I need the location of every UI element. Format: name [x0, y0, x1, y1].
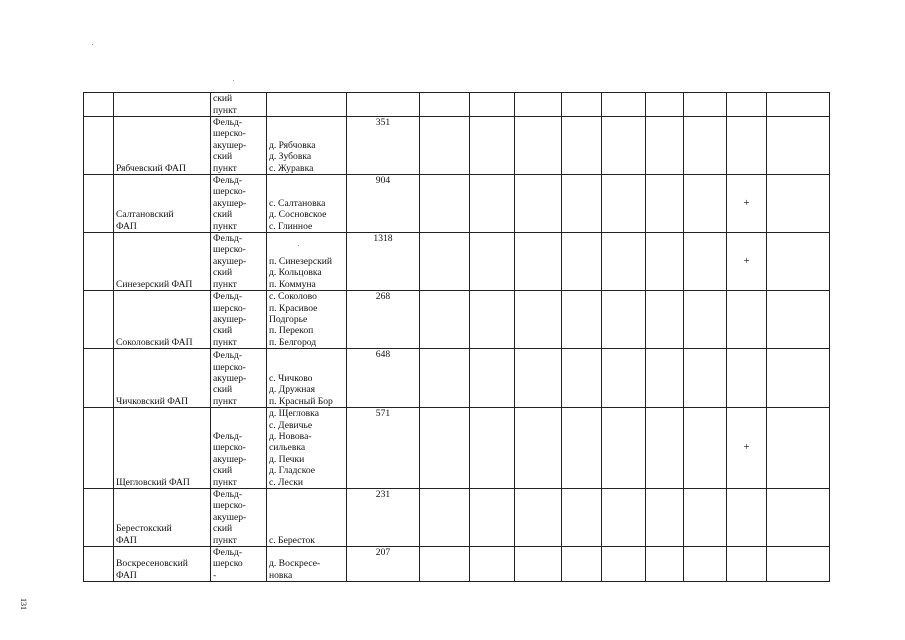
empty-cell	[562, 291, 602, 349]
empty-cell	[515, 175, 562, 233]
empty-cell	[470, 291, 515, 349]
scan-speck	[233, 80, 234, 81]
population-cell: 231	[347, 488, 420, 546]
table-row	[84, 349, 830, 408]
table-row	[84, 408, 830, 489]
empty-cell	[602, 488, 646, 546]
settlements-cell: д. Щегловка с. Девичье д. Новова- сильевка д. Печки д. Гладское с. Лески	[267, 408, 347, 489]
table-row	[84, 93, 830, 117]
empty-cell	[470, 547, 515, 582]
facility-type-cell: ский пункт	[211, 93, 267, 117]
number-cell	[84, 233, 114, 291]
settlements-cell	[267, 93, 347, 117]
facility-type-cell: Фельд- шерско- акушер- ский пункт	[211, 291, 267, 349]
empty-cell	[684, 233, 727, 291]
mark-cell	[727, 349, 767, 408]
empty-cell	[767, 93, 830, 117]
empty-cell	[470, 408, 515, 489]
population-cell: 648	[347, 349, 420, 408]
empty-cell	[420, 93, 470, 117]
empty-cell	[646, 547, 684, 582]
empty-cell	[562, 547, 602, 582]
number-cell	[84, 547, 114, 582]
mark-cell	[727, 291, 767, 349]
empty-cell	[562, 117, 602, 175]
mark-cell	[727, 488, 767, 546]
fap-name-cell: Берестокский ФАП	[114, 488, 211, 546]
empty-cell	[515, 408, 562, 489]
settlements-cell: д. Воскресе- новка	[267, 547, 347, 582]
empty-cell	[420, 488, 470, 546]
mark-cell: +	[727, 233, 767, 291]
number-cell	[84, 93, 114, 117]
number-cell	[84, 349, 114, 408]
fap-name-cell	[114, 93, 211, 117]
population-cell: 207	[347, 547, 420, 582]
empty-cell	[684, 408, 727, 489]
settlements-cell: д. Рябчовка д. Зубовка с. Журавка	[267, 117, 347, 175]
mark-cell: +	[727, 175, 767, 233]
table-row	[84, 233, 830, 291]
empty-cell	[470, 349, 515, 408]
empty-cell	[684, 488, 727, 546]
empty-cell	[646, 408, 684, 489]
fap-name-cell: Салтановский ФАП	[114, 175, 211, 233]
empty-cell	[646, 349, 684, 408]
empty-cell	[515, 547, 562, 582]
population-cell	[347, 93, 420, 117]
population-cell: 571	[347, 408, 420, 489]
facility-type-cell: Фельд- шерско- акушер- ский пункт	[211, 175, 267, 233]
empty-cell	[767, 175, 830, 233]
population-cell: 351	[347, 117, 420, 175]
empty-cell	[562, 408, 602, 489]
empty-cell	[562, 233, 602, 291]
table-row	[84, 175, 830, 233]
facility-type-cell: Фельд- шерско- акушер- ский пункт	[211, 233, 267, 291]
facility-type-cell: Фельд- шерско- акушер- ский пункт	[211, 488, 267, 546]
empty-cell	[646, 117, 684, 175]
empty-cell	[515, 233, 562, 291]
number-cell	[84, 117, 114, 175]
empty-cell	[684, 117, 727, 175]
empty-cell	[646, 488, 684, 546]
empty-cell	[646, 233, 684, 291]
empty-cell	[646, 291, 684, 349]
population-cell: 268	[347, 291, 420, 349]
empty-cell	[602, 547, 646, 582]
population-cell: 904	[347, 175, 420, 233]
empty-cell	[602, 175, 646, 233]
empty-cell	[470, 488, 515, 546]
settlements-cell: с. Бересток	[267, 488, 347, 546]
empty-cell	[515, 488, 562, 546]
empty-cell	[602, 408, 646, 489]
empty-cell	[602, 233, 646, 291]
table-row	[84, 291, 830, 349]
mark-cell	[727, 117, 767, 175]
number-cell	[84, 488, 114, 546]
mark-cell	[727, 547, 767, 582]
empty-cell	[515, 93, 562, 117]
empty-cell	[562, 93, 602, 117]
table-row	[84, 547, 830, 582]
empty-cell	[684, 349, 727, 408]
empty-cell	[420, 117, 470, 175]
empty-cell	[684, 291, 727, 349]
empty-cell	[470, 117, 515, 175]
empty-cell	[767, 408, 830, 489]
empty-cell	[767, 349, 830, 408]
fap-table	[83, 92, 830, 582]
empty-cell	[767, 233, 830, 291]
empty-cell	[515, 117, 562, 175]
number-cell	[84, 408, 114, 489]
settlements-cell: с. Чичково д. Дружная п. Красный Бор	[267, 349, 347, 408]
empty-cell	[767, 547, 830, 582]
empty-cell	[646, 175, 684, 233]
empty-cell	[602, 93, 646, 117]
mark-cell	[727, 93, 767, 117]
empty-cell	[470, 175, 515, 233]
empty-cell	[602, 349, 646, 408]
table-row	[84, 117, 830, 175]
empty-cell	[515, 349, 562, 408]
settlements-cell: п. Синезерский д. Кольцовка п. Коммуна	[267, 233, 347, 291]
fap-name-cell: Воскресеновский ФАП	[114, 547, 211, 582]
facility-type-cell: Фельд- шерско- акушер- ский пункт	[211, 408, 267, 489]
empty-cell	[562, 349, 602, 408]
empty-cell	[602, 291, 646, 349]
empty-cell	[684, 175, 727, 233]
empty-cell	[420, 175, 470, 233]
empty-cell	[470, 233, 515, 291]
table-row	[84, 488, 830, 546]
empty-cell	[420, 233, 470, 291]
empty-cell	[562, 488, 602, 546]
fap-name-cell: Щегловский ФАП	[114, 408, 211, 489]
facility-type-cell: Фельд- шерско -	[211, 547, 267, 582]
empty-cell	[420, 291, 470, 349]
fap-name-cell: Рябчевский ФАП	[114, 117, 211, 175]
number-cell	[84, 175, 114, 233]
empty-cell	[767, 291, 830, 349]
empty-cell	[684, 547, 727, 582]
empty-cell	[767, 117, 830, 175]
scan-speck	[92, 44, 93, 45]
number-cell	[84, 291, 114, 349]
population-cell: 1318	[347, 233, 420, 291]
empty-cell	[470, 93, 515, 117]
mark-cell: +	[727, 408, 767, 489]
empty-cell	[646, 93, 684, 117]
fap-name-cell: Чичковский ФАП	[114, 349, 211, 408]
fap-name-cell: Синезерский ФАП	[114, 233, 211, 291]
settlements-cell: с. Салтановка д. Сосновское с. Глинное	[267, 175, 347, 233]
empty-cell	[420, 349, 470, 408]
empty-cell	[420, 547, 470, 582]
facility-type-cell: Фельд- шерско- акушер- ский пункт	[211, 349, 267, 408]
empty-cell	[684, 93, 727, 117]
empty-cell	[562, 175, 602, 233]
facility-type-cell: Фельд- шерско- акушер- ский пункт	[211, 117, 267, 175]
fap-name-cell: Соколовский ФАП	[114, 291, 211, 349]
empty-cell	[767, 488, 830, 546]
page-number: 131	[19, 598, 28, 610]
empty-cell	[602, 117, 646, 175]
empty-cell	[420, 408, 470, 489]
settlements-cell: с. Соколово п. Красивое Подгорье п. Перекоп п. Белгород	[267, 291, 347, 349]
empty-cell	[515, 291, 562, 349]
